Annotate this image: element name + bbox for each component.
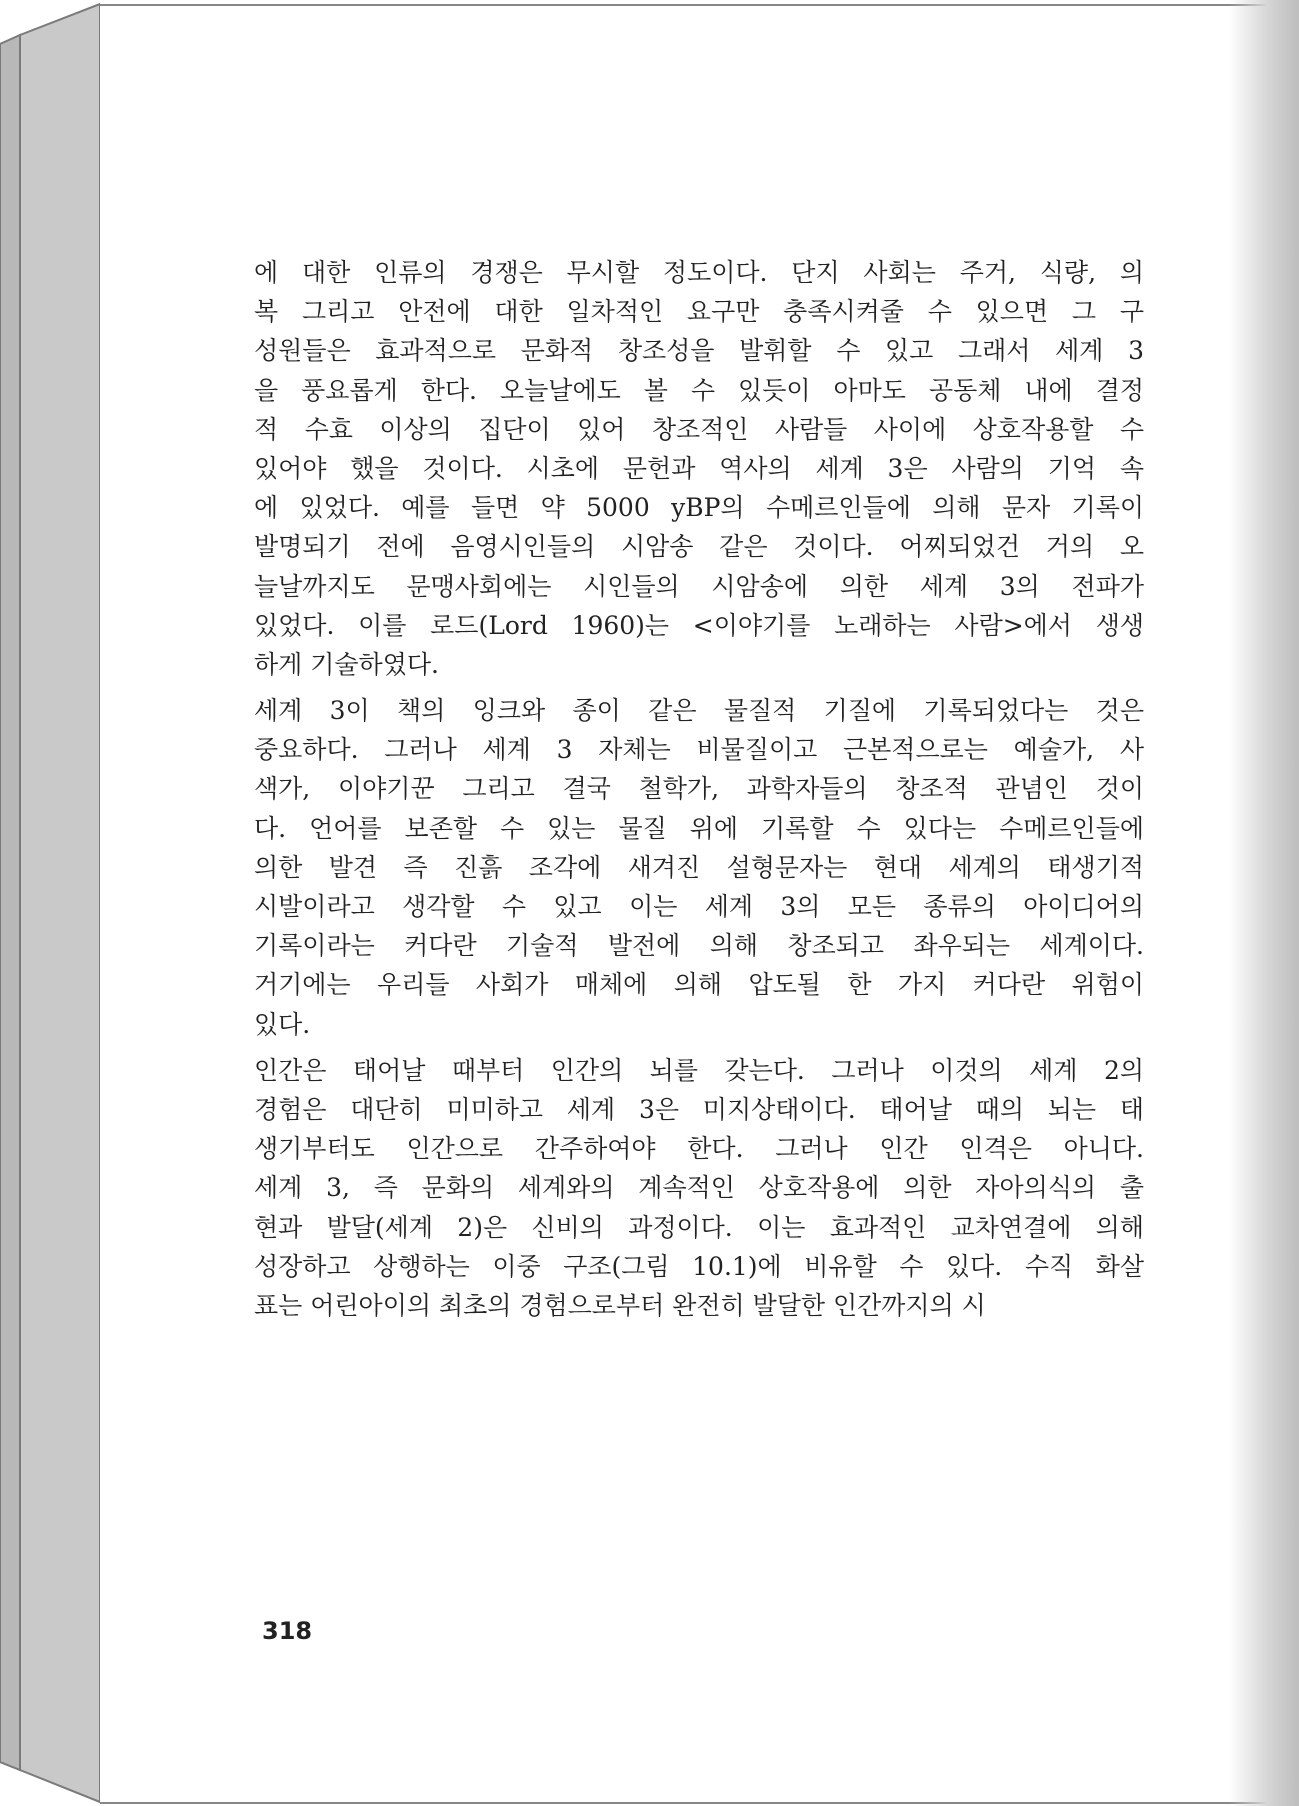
text-line: 하게 기술하였다. bbox=[254, 649, 439, 679]
paragraph bbox=[254, 1051, 1144, 1325]
paragraph-gap bbox=[254, 684, 1144, 691]
text-line: 표는 어린아이의 최초의 경험으로부터 완전히 발달한 인간까지의 시 bbox=[254, 1290, 986, 1320]
text-line: 시발이라고 생각할 수 있고 이는 세계 3의 모든 종류의 아이디어의 bbox=[254, 892, 1144, 921]
text-line: 있다. bbox=[254, 1009, 311, 1039]
text-line: 생기부터도 인간으로 간주하여야 한다. 그러나 인간 인격은 아니다. bbox=[254, 1134, 1144, 1164]
text-line: 의한 발견 즉 진흙 조각에 새겨진 설형문자는 현대 세계의 태생기적 bbox=[254, 852, 1144, 882]
text-line: 색가, 이야기꾼 그리고 결국 철학가, 과학자들의 창조적 관념인 것이 bbox=[254, 774, 1144, 804]
text-line: 세계 3, 즉 문화의 세계와의 계속적인 상호작용에 의한 자아의식의 출 bbox=[254, 1173, 1144, 1203]
text-line: 중요하다. 그러나 세계 3 자체는 비물질이고 근본적으로는 예술가, 사 bbox=[254, 735, 1144, 765]
paragraph bbox=[254, 253, 1144, 684]
text-line: 복 그리고 안전에 대한 일차적인 요구만 충족시켜줄 수 있으면 그 구 bbox=[254, 297, 1144, 327]
text-line: 적 수효 이상의 집단이 있어 창조적인 사람들 사이에 상호작용할 수 bbox=[254, 414, 1144, 444]
text-line: 현과 발달(세계 2)은 신비의 과정이다. 이는 효과적인 교차연결에 의해 bbox=[254, 1212, 1144, 1242]
text-line: 인간은 태어날 때부터 인간의 뇌를 갖는다. 그러나 이것의 세계 2의 bbox=[254, 1055, 1144, 1085]
page-number: 318 bbox=[262, 1617, 313, 1645]
text-line: 기록이라는 커다란 기술적 발전에 의해 창조되고 좌우되는 세계이다. bbox=[254, 931, 1144, 961]
paragraph-gap bbox=[254, 1044, 1144, 1051]
body-text bbox=[254, 253, 1144, 1325]
paragraph bbox=[254, 691, 1144, 1044]
text-line: 다. 언어를 보존할 수 있는 물질 위에 기록할 수 있다는 수메르인들에 bbox=[254, 813, 1144, 843]
page-edge-shadow bbox=[1229, 0, 1299, 1806]
text-line: 을 풍요롭게 한다. 오늘날에도 볼 수 있듯이 아마도 공동체 내에 결정 bbox=[254, 375, 1144, 405]
text-line: 성장하고 상행하는 이중 구조(그림 10.1)에 비유할 수 있다. 수직 화살 bbox=[254, 1251, 1144, 1281]
text-line: 발명되기 전에 음영시인들의 시암송 같은 것이다. 어찌되었건 거의 오 bbox=[254, 532, 1144, 562]
text-line: 에 있었다. 예를 들면 약 5000 yBP의 수메르인들에 의해 문자 기록이 bbox=[254, 493, 1144, 523]
text-line: 거기에는 우리들 사회가 매체에 의해 압도될 한 가지 커다란 위험이 bbox=[254, 970, 1144, 1000]
text-line: 있어야 했을 것이다. 시초에 문헌과 역사의 세계 3은 사람의 기억 속 bbox=[254, 453, 1144, 483]
text-line: 늘날까지도 문맹사회에는 시인들의 시암송에 의한 세계 3의 전파가 bbox=[254, 571, 1144, 601]
book-spine bbox=[0, 0, 100, 1806]
text-line: 경험은 대단히 미미하고 세계 3은 미지상태이다. 태어날 때의 뇌는 태 bbox=[254, 1094, 1144, 1124]
text-line: 성원들은 효과적으로 문화적 창조성을 발휘할 수 있고 그래서 세계 3 bbox=[254, 336, 1144, 366]
text-line: 세계 3이 책의 잉크와 종이 같은 물질적 기질에 기록되었다는 것은 bbox=[254, 696, 1144, 726]
text-line: 에 대한 인류의 경쟁은 무시할 정도이다. 단지 사회는 주거, 식량, 의 bbox=[254, 258, 1144, 287]
text-line: 있었다. 이를 로드(Lord 1960)는 <이야기를 노래하는 사람>에서 생생 bbox=[254, 610, 1144, 640]
